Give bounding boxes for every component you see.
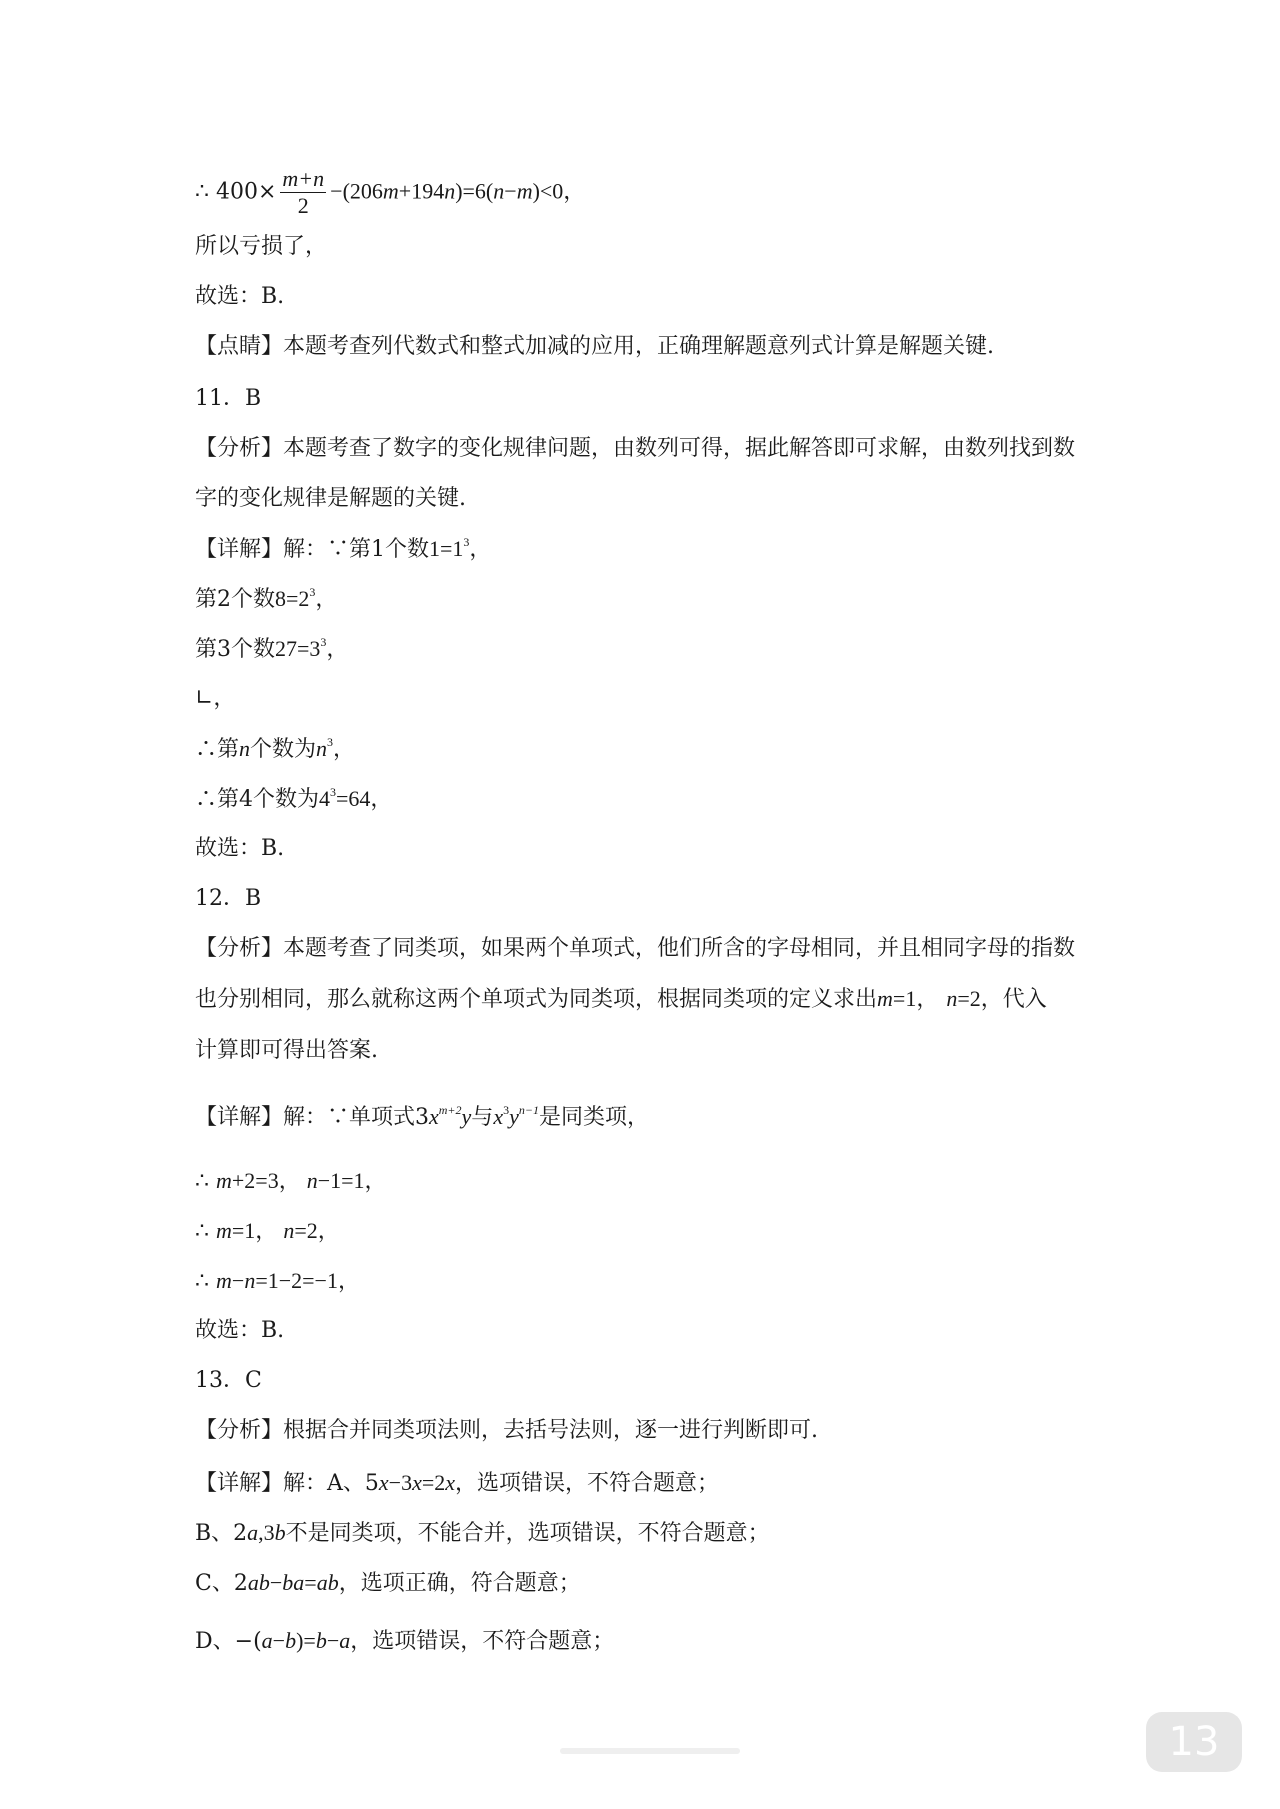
math-text: +2=3， (231, 1168, 301, 1193)
math-text: ∴ 400× (195, 179, 277, 205)
text: 第2个数 (195, 587, 275, 612)
math-var: m (216, 1268, 232, 1293)
question-heading: 11．B (195, 386, 262, 411)
text: ∴第 (195, 737, 240, 762)
math-text: )= (296, 1628, 316, 1653)
text: ∴ (195, 1219, 216, 1244)
math-var: n (239, 736, 251, 761)
math-var: y (461, 1104, 472, 1129)
math-text: 1=1 (429, 536, 464, 561)
detail-line (195, 784, 392, 815)
exponent: n−1 (518, 1103, 539, 1117)
analysis-line: 计算即可得出答案. (195, 1038, 378, 1063)
detail-line (195, 1216, 340, 1247)
math-text: − (504, 178, 517, 204)
exponent: 3 (330, 785, 336, 799)
math-text: −(206 (330, 178, 383, 204)
exponent: 3 (503, 1103, 510, 1117)
math-var: n (244, 1268, 256, 1293)
math-var: m (877, 986, 893, 1011)
detail-line (195, 534, 491, 565)
math-var: b (274, 1520, 286, 1545)
text: ， (469, 537, 492, 562)
math-var: a (339, 1628, 351, 1653)
math-var: x (445, 1470, 456, 1495)
math-var: m (216, 1168, 232, 1193)
math-text: − (272, 1628, 286, 1653)
detail-line (195, 1266, 360, 1297)
text: 第3个数 (195, 637, 275, 662)
exponent: 3 (463, 535, 470, 549)
question-heading: 12．B (195, 886, 262, 911)
exponent: 3 (320, 635, 327, 649)
math-text: )=6( (455, 178, 494, 204)
math-var: n (493, 178, 505, 204)
text: 是同类项， (538, 1105, 649, 1130)
analysis-line (195, 984, 1047, 1015)
math-text: =2， (294, 1218, 340, 1243)
math-var: ab (316, 1570, 339, 1595)
math-text: =1， (892, 986, 939, 1011)
analysis-line: 字的变化规律是解题的关键. (195, 486, 466, 511)
question-heading: 13．C (195, 1368, 262, 1393)
math-var: n (946, 986, 958, 1011)
fraction-numerator: m+n (282, 166, 325, 191)
math-var: x (493, 1104, 504, 1129)
equation-line (195, 166, 585, 219)
text: ，选项错误，不符合题意； (455, 1471, 720, 1496)
math-text: −1=1， (317, 1168, 387, 1193)
text: 【详解】解：∵第1个数 (195, 537, 429, 562)
math-text: )<0， (532, 178, 586, 204)
math-var: n (283, 1218, 295, 1243)
text: 也分别相同，那么就称这两个单项式为同类项，根据同类项的定义求出 (195, 987, 878, 1012)
text: ∴ (195, 1169, 216, 1194)
math-var: b (315, 1628, 327, 1653)
exponent: 3 (309, 585, 316, 599)
math-var: b (285, 1628, 297, 1653)
text: ，选项错误，不符合题意； (350, 1629, 615, 1654)
text: 【详解】解：A、5 (195, 1471, 379, 1496)
math-text: =2，代入 (957, 986, 1047, 1011)
math-var: m (516, 178, 533, 204)
math-text: +194 (398, 178, 445, 204)
exponent: 3 (327, 735, 334, 749)
detail-line (195, 1568, 581, 1599)
answer-line: 故选：B. (195, 284, 285, 309)
text-line: 所以亏损了， (195, 234, 328, 259)
home-indicator-bar[interactable] (560, 1748, 740, 1754)
text: B、2 (195, 1521, 248, 1546)
detail-line (195, 1166, 387, 1197)
math-var: y (509, 1104, 519, 1129)
answer-line: 故选：B. (195, 836, 285, 861)
detail-line (195, 734, 355, 765)
exponent: m+2 (438, 1103, 462, 1117)
detail-line (195, 1468, 719, 1499)
comment-line: 【点睛】本题考查列代数式和整式加减的应用，正确理解题意列式计算是解题关键. (195, 334, 994, 359)
math-text: =64， (336, 786, 393, 811)
math-text: − (269, 1570, 283, 1595)
math-text: −3 (388, 1470, 413, 1495)
math-text: ,3 (258, 1520, 275, 1545)
math-text: =1−2=−1， (255, 1268, 360, 1293)
math-text: 27=3 (275, 636, 321, 661)
math-var: m (216, 1218, 232, 1243)
math-text: =2 (421, 1470, 446, 1495)
analysis-line: 【分析】根据合并同类项法则，去括号法则，逐一进行判断即可. (195, 1418, 818, 1443)
analysis-line: 【分析】本题考查了数字的变化规律问题，由数列可得，据此解答即可求解，由数列找到数 (195, 436, 1076, 461)
text: ， (333, 737, 356, 762)
detail-line (195, 1102, 649, 1133)
math-var: x (429, 1104, 439, 1129)
math-var: n (306, 1168, 318, 1193)
analysis-line: 【分析】本题考查了同类项，如果两个单项式，他们所含的字母相同，并且相同字母的指数 (195, 936, 1076, 961)
text: 不是同类项，不能合并，选项错误，不符合题意； (285, 1521, 770, 1546)
math-var: ab (247, 1570, 270, 1595)
detail-line (195, 1626, 614, 1657)
detail-line (195, 584, 337, 615)
detail-line (195, 634, 348, 665)
math-text: = (304, 1570, 317, 1595)
text: ， (315, 587, 338, 612)
fraction-denominator: 2 (297, 193, 309, 218)
text: ∴第4个数为 (195, 787, 319, 812)
math-text: 8=2 (275, 586, 310, 611)
math-text: − (326, 1628, 340, 1653)
math-var: m (382, 178, 399, 204)
text: D、−( (195, 1629, 262, 1654)
math-text: 4 (319, 786, 330, 811)
math-var: x (412, 1470, 422, 1495)
answer-line: 故选：B. (195, 1318, 285, 1343)
text: ， (326, 637, 349, 662)
text: 与 (471, 1105, 494, 1130)
math-var: x (378, 1470, 389, 1495)
math-text: − (231, 1268, 245, 1293)
math-var: ba (282, 1570, 305, 1595)
math-var: n (316, 736, 328, 761)
text: 个数为 (250, 737, 317, 762)
text: C、2 (195, 1571, 248, 1596)
math-text: =1， (231, 1218, 278, 1243)
math-var: n (444, 178, 456, 204)
page-number-badge: 13 (1146, 1712, 1242, 1772)
math-var: a (247, 1520, 259, 1545)
math-var: a (261, 1628, 273, 1653)
fraction (280, 166, 326, 219)
ellipsis-line: ∟， (195, 686, 236, 711)
text: ∴ (195, 1269, 216, 1294)
detail-line (195, 1518, 770, 1549)
text: ，选项正确，符合题意； (338, 1571, 581, 1596)
text: 【详解】解：∵单项式3 (195, 1105, 429, 1130)
